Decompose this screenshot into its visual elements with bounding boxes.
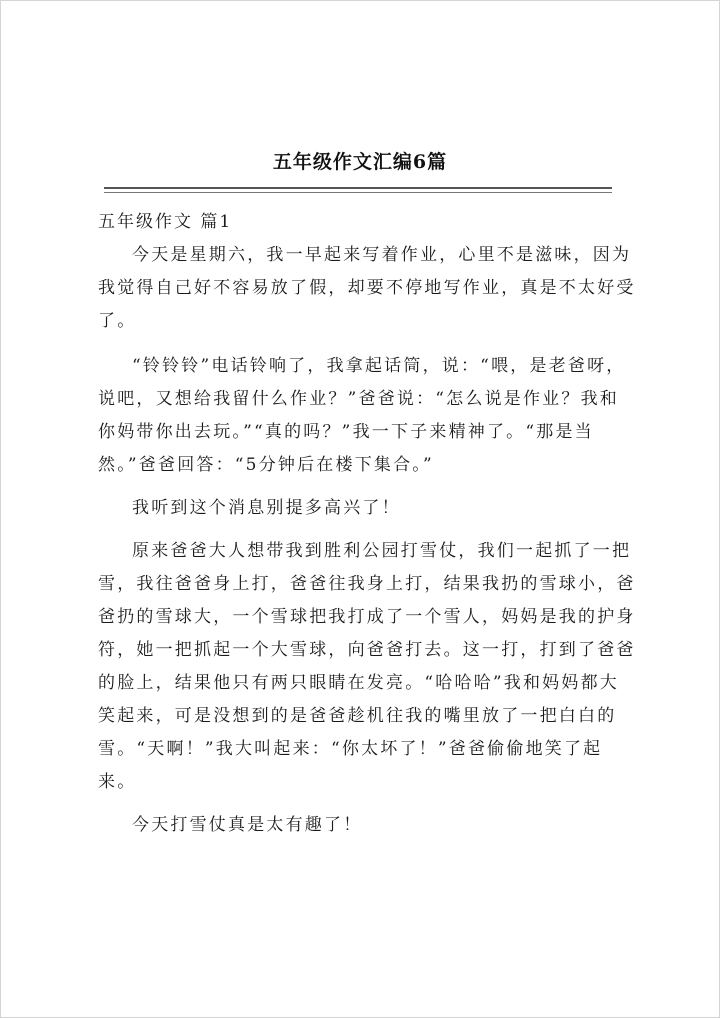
document-body <box>98 206 638 842</box>
paragraph-3: 我听到这个消息别提多高兴了！ <box>132 498 401 518</box>
paragraph-4: 原来爸爸大人想带我到胜利公园打雪仗，我们一起抓了一把雪，我往爸爸身上打，爸爸往我身上打，结果我扔的雪球小，爸爸扔的雪球大，一个雪球把我打成了一个雪人，妈妈是我的护身符，她一把抓起一个大雪球，向爸爸打去。这一打，打到了爸爸的脸上，结果他只有两只眼睛在发亮。“哈哈哈”我和妈妈都大笑起来，可是没想到的是爸爸趁机往我的嘴里放了一把白白的雪。“天啊！”我大叫起来：“你太坏了！”爸爸偷偷地笑了起来。 <box>98 541 636 792</box>
title-divider <box>104 187 612 193</box>
document-title: 五年级作文汇编6篇 <box>272 151 448 173</box>
paragraph-1: 今天是星期六，我一早起来写着作业，心里不是滋味，因为我觉得自己好不容易放了假，却要不停地写作业，真是不太好受了。 <box>98 245 636 331</box>
paragraph-5: 今天打雪仗真是太有趣了！ <box>132 815 363 835</box>
section-heading: 五年级作文 篇1 <box>98 212 233 232</box>
paragraph-2: “铃铃铃”电话铃响了，我拿起话筒，说：“喂，是老爸呀，说吧，又想给我留什么作业？”爸爸说：“怎么说是作业？我和你妈带你出去玩。”“真的吗？”我一下子来精神了。“那是当然。”爸爸回答：“5分钟后在楼下集合。” <box>98 356 626 475</box>
